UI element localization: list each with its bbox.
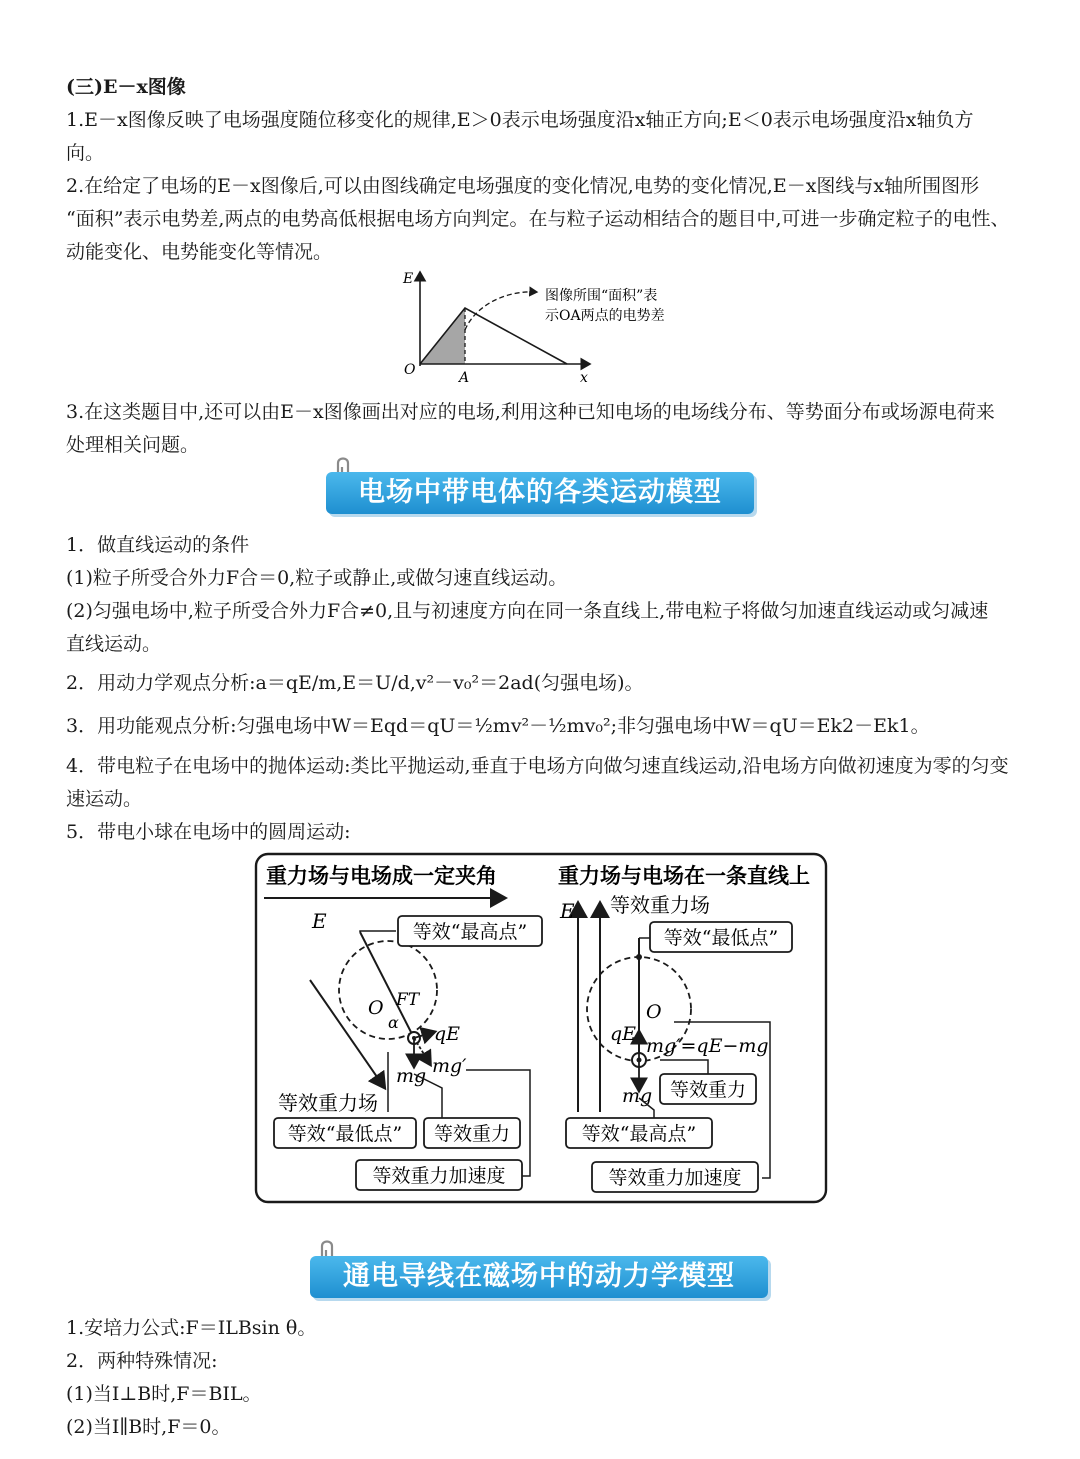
paragraph-line: (2)当I∥B时,F＝0。 [66,1416,231,1438]
left-alpha-label: α [388,1013,399,1032]
axis-y-label: E [403,271,414,287]
left-ft-label: FT [396,990,420,1010]
paragraph-line: (2)匀强电场中,粒子所受合外力F合≠0,且与初速度方向在同一条直线上,带电粒子将做匀加速直线运动或匀减速 [66,600,989,622]
left-acc-box: 等效重力加速度 [372,1165,506,1187]
right-field-label: 等效重力场 [610,893,710,917]
section-banner: 电场中带电体的各类运动模型 [326,472,754,514]
right-high-box: 等效“最高点” [581,1123,697,1145]
right-acc-box: 等效重力加速度 [608,1167,742,1189]
circular-motion-figure [254,852,828,1204]
paragraph-line: 4．带电粒子在电场中的抛体运动:类比平抛运动,垂直于电场方向做匀速直线运动,沿电场方向做初速度为零的匀变 [66,755,1009,777]
right-grav-box: 等效重力 [669,1079,747,1101]
formula-line: 3．用功能观点分析:匀强电场中W＝Eqd＝qU＝½mv²－½mv₀²;非匀强电场中W＝qU＝Ek2－Ek1。 [66,715,930,737]
axis-x-label: x [580,370,588,386]
left-field-label: 等效重力场 [278,1091,378,1115]
point-a-label: A [459,370,470,386]
left-e-label: E [312,909,327,933]
origin-label: O [404,362,416,378]
right-o-label: O [646,1001,662,1023]
paragraph-line: 1.安培力公式:F＝ILBsin θ。 [66,1317,317,1339]
left-top-box: 等效“最高点” [412,921,528,943]
paragraph-line: 2．两种特殊情况: [66,1350,218,1372]
paragraph-line: 向。 [66,142,105,164]
right-title: 重力场与电场在一条直线上 [558,863,810,888]
paragraph-line: 1.E－x图像反映了电场强度随位移变化的规律,E＞0表示电场强度沿x轴正方向;E＜0表示电场强度沿x轴负方 [66,109,974,131]
right-e-label: E [560,899,575,923]
paragraph-line: 动能变化、电势能变化等情况。 [66,241,333,263]
area-note-line1: 图像所围“面积”表 [545,288,658,304]
left-o-label: O [368,997,384,1019]
section-banner: 通电导线在磁场中的动力学模型 [310,1256,768,1298]
left-low-box: 等效“最低点” [287,1123,403,1145]
left-title: 重力场与电场成一定夹角 [266,863,497,888]
paragraph-line: 直线运动。 [66,633,162,655]
paragraph-line: (1)粒子所受合外力F合＝0,粒子或静止,或做匀速直线运动。 [66,567,568,589]
left-mg-label: mg [396,1065,427,1087]
left-qe-label: qE [434,1023,461,1045]
paragraph-line: 2.在给定了电场的E－x图像后,可以由图线确定电场强度的变化情况,电势的变化情况,E－x图线与x轴所围图形 [66,175,980,197]
right-qe-label: qE [610,1023,637,1045]
right-eq-label: mg′=qE−mg [646,1035,769,1057]
paragraph-line: 处理相关问题。 [66,434,200,456]
paragraph-line: 速运动。 [66,788,143,810]
paragraph-line: 3.在这类题目中,还可以由E－x图像画出对应的电场,利用这种已知电场的电场线分布、等势面分布或场源电荷来 [66,401,995,423]
paragraph-line: 1．做直线运动的条件 [66,534,250,556]
e-x-figure [395,266,705,390]
section-heading: (三)E－x图像 [66,76,186,98]
paragraph-line: 5．带电小球在电场中的圆周运动: [66,821,351,843]
paragraph-line: (1)当I⊥B时,F＝BIL。 [66,1383,262,1405]
left-grav-box: 等效重力 [433,1123,511,1145]
right-mg-label: mg [622,1085,653,1107]
left-mgprime-label: mg′ [432,1055,467,1077]
paragraph-line: “面积”表示电势差,两点的电势高低根据电场方向判定。在与粒子运动相结合的题目中,可进一步确定粒子的电性、 [66,208,1010,230]
right-low-box: 等效“最低点” [663,927,779,949]
formula-line: 2．用动力学观点分析:a＝qE/m,E＝U/d,v²－v₀²＝2ad(匀强电场)。 [66,672,644,694]
area-note-line2: 示OA两点的电势差 [545,308,665,324]
